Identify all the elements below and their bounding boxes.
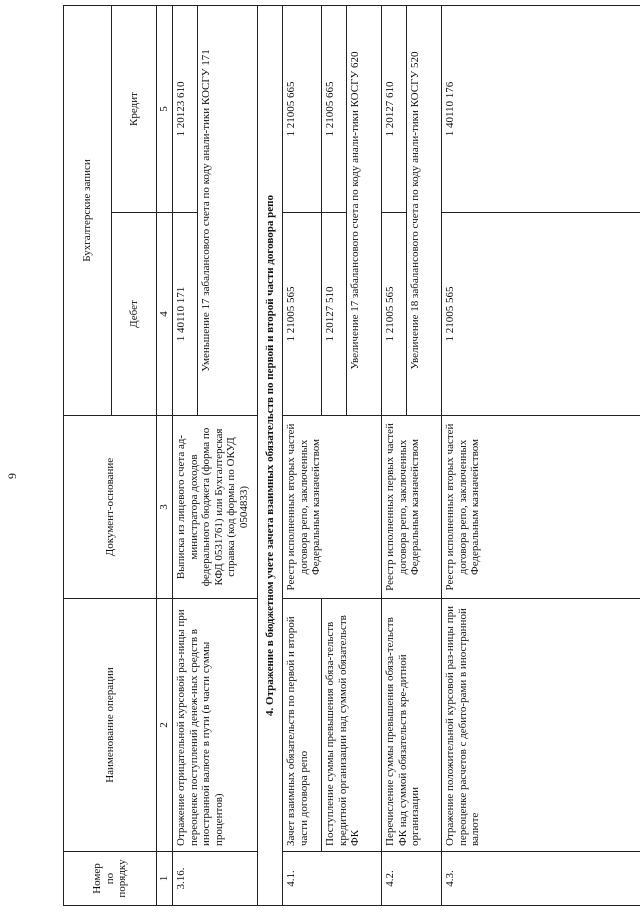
document-cell: Реестр исполненных первых частей договора репо, заключенных Федеральным казначейством — [382, 416, 442, 599]
debit-cell: 1 21005 565 — [283, 213, 322, 416]
index-cell: 4 — [157, 213, 173, 416]
offbalance-note: Увеличение 17 забалансового счета по коду анали-тики КОСГУ 620 — [347, 6, 382, 416]
header-document: Документ-основание — [64, 416, 157, 599]
debit-cell: 1 20127 510 — [322, 213, 347, 416]
operation-cell: Поступление суммы превышения обяза-тельств кредитной организации над суммой обязательств ФК — [322, 599, 382, 852]
operation-cell: Перечисление суммы превышения обяза-тельств ФК над суммой обязательств кре-дитной организации — [382, 599, 442, 852]
credit-cell: 1 21005 665 — [322, 6, 347, 213]
index-cell: 1 — [157, 852, 173, 906]
header-debit: Дебет — [111, 213, 157, 416]
table-row — [173, 6, 198, 906]
index-cell: 5 — [157, 6, 173, 213]
index-cell: 2 — [157, 599, 173, 852]
document-cell: Реестр исполненных вторых частей договора репо, заключенных Федеральным казначейством — [283, 416, 382, 599]
debit-cell: 1 21005 565 — [382, 213, 407, 416]
page-number: 9 — [5, 473, 19, 479]
offbalance-note: Уменьшение 17 забалансового счета по коду анали-тики КОСГУ 171 — [198, 6, 258, 416]
credit-cell: 1 21005 665 — [283, 6, 322, 213]
header-accounting: Бухгалтерские записи — [64, 6, 112, 416]
document-cell: Выписка из лицевого счета ад-министратора доходов федерального бюджета (форма по КФД 0531761) или Бухгалтерская справка (код формы по ОКУД 0504833) — [173, 416, 258, 599]
debit-cell: 1 21005 565 — [442, 213, 640, 416]
header-credit: Кредит — [111, 6, 157, 213]
credit-cell: 1 40110 176 — [442, 6, 640, 213]
operation-cell: Зачет взаимных обязательств по первой и второй части договора репо — [283, 599, 322, 852]
index-row — [157, 6, 173, 906]
header-operation: Наименование операции — [64, 599, 157, 852]
row-number: 4.1. — [283, 852, 382, 906]
operation-cell: Отражение отрицательной курсовой раз-ницы при переоценке поступлений денеж-ных средств в иностранной валюте в пути (в части суммы процентов) — [173, 599, 258, 852]
index-cell: 3 — [157, 416, 173, 599]
document-cell: Реестр исполненных вторых частей договора репо, заключенных Федеральным казначейством — [442, 416, 640, 599]
rotated-table-wrapper — [63, 6, 640, 906]
section-title: 4. Отражение в бюджетном учете зачета взаимных обязательств по первой и второй части договора репо — [258, 6, 283, 906]
table-row — [382, 6, 407, 906]
header-number: Номер по порядку — [64, 852, 157, 906]
table-row — [283, 6, 322, 906]
credit-cell: 1 20123 610 — [173, 6, 198, 213]
operation-cell: Отражение положительной курсовой раз-ницы при переоценке расчетов с дебито-рами в иностранной валюте — [442, 599, 640, 852]
debit-cell: 1 40110 171 — [173, 213, 198, 416]
row-number: 4.3. — [442, 852, 640, 906]
header-row — [64, 6, 112, 906]
row-number: 4.2. — [382, 852, 442, 906]
section-row — [258, 6, 283, 906]
offbalance-note: Увеличение 18 забалансового счета по коду анали-тики КОСГУ 520 — [407, 6, 442, 416]
credit-cell: 1 20127 610 — [382, 6, 407, 213]
table-row — [442, 6, 640, 906]
row-number: 3.16. — [173, 852, 258, 906]
accounting-table — [63, 5, 640, 906]
